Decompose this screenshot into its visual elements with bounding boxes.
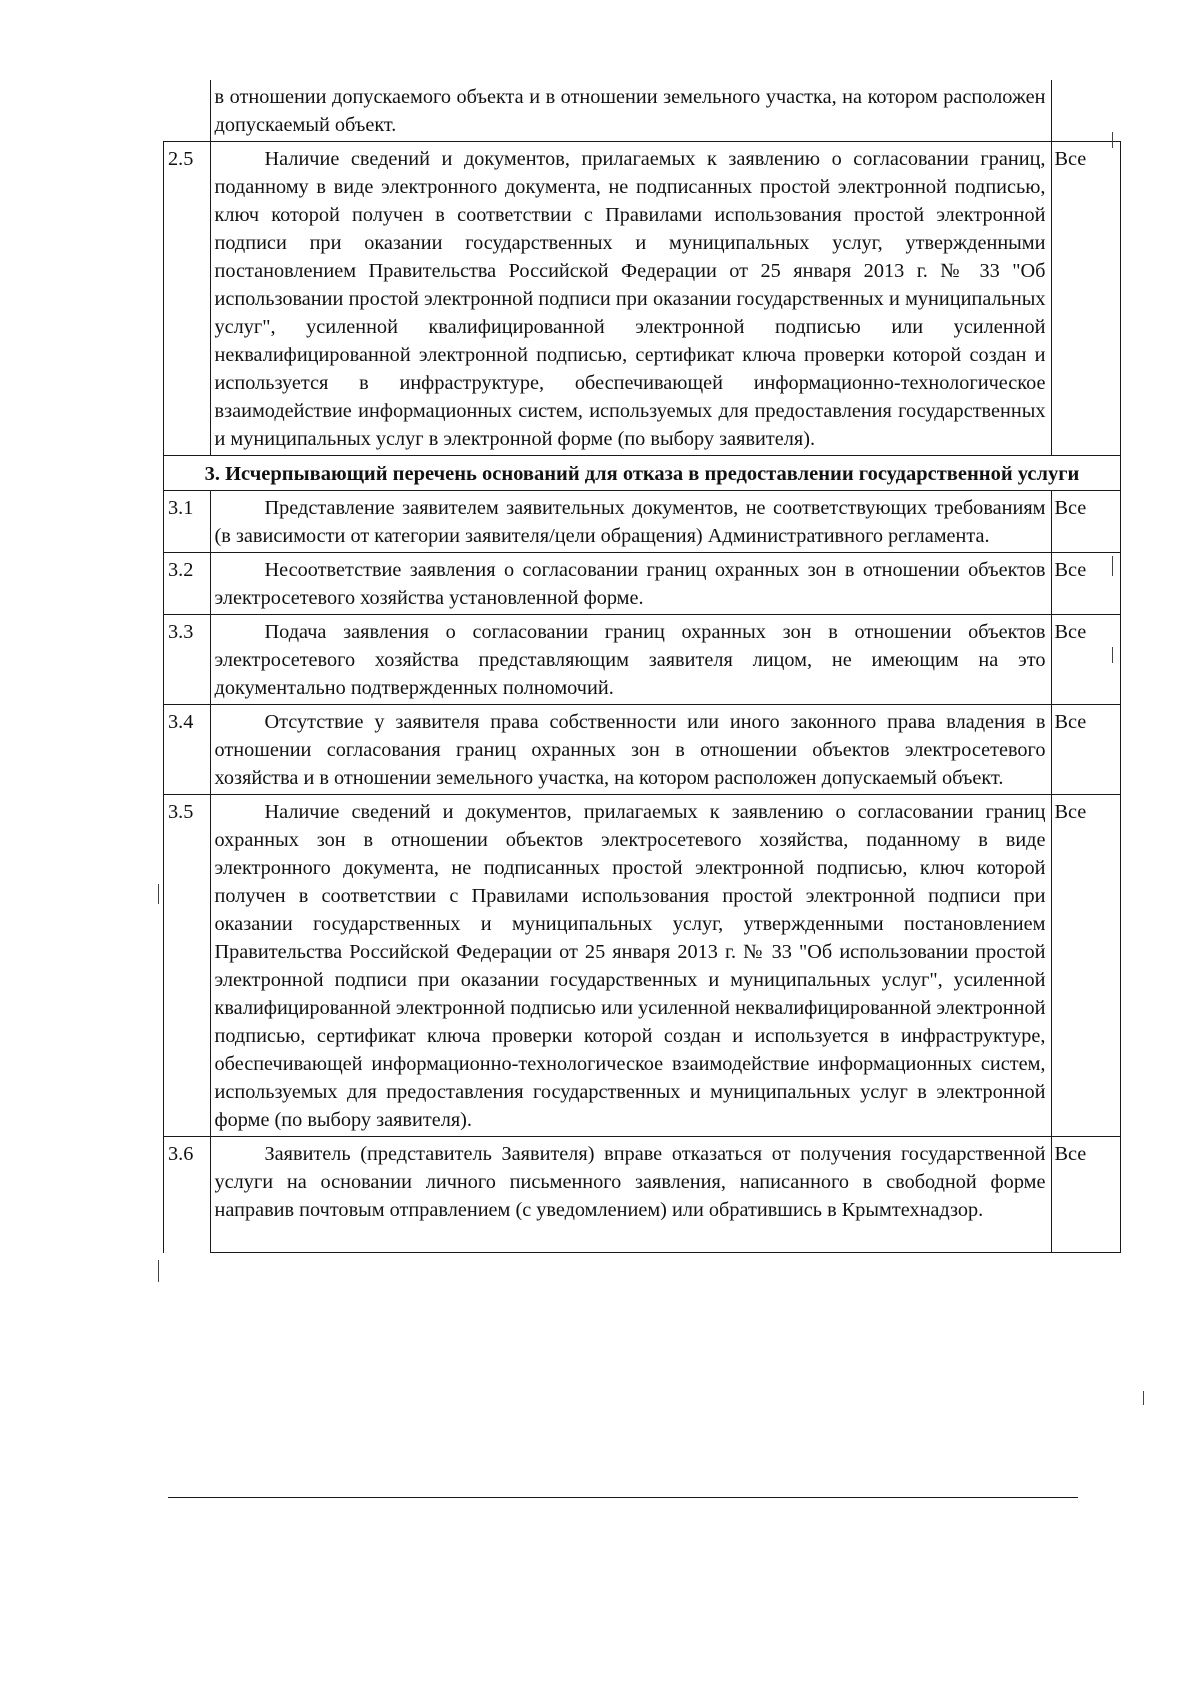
row-applicant-category: Все [1051, 142, 1121, 456]
row-applicant-category: Все [1051, 615, 1121, 705]
scan-artifact [158, 884, 159, 904]
row-text: Заявитель (представитель Заявителя) вправе отказаться от получения государственной услуги на основании личного письменного заявления, написанного в свободной форме направив почтовым отправлением (с уведомлением) или обратившись в Крымтехнадзор. [210, 1137, 1051, 1253]
section-heading: 3. Исчерпывающий перечень оснований для отказа в предоставлении государственной услуги [164, 456, 1121, 491]
table-row [164, 705, 1121, 795]
row-applicant-category: Все [1051, 553, 1121, 615]
scan-artifact [1112, 132, 1113, 148]
section-header-row [164, 456, 1121, 491]
table-row [164, 795, 1121, 1137]
row-number: 3.5 [164, 795, 211, 1137]
table-row [164, 80, 1121, 142]
row-text: Наличие сведений и документов, прилагаемых к заявлению о согласовании границ, поданному в виде электронного документа, не подписанных простой электронной подписью, ключ которой получен в соответствии с Правилами использования простой электронной подписи при оказании государственных и муниципальных услуг, утвержденными постановлением Правительства Российской Федерации от 25 января 2013 г. № 33 "Об использовании простой электронной подписи при оказании государственных и муниципальных услуг", усиленной квалифицированной электронной подписью или усиленной неквалифицированной электронной подписью, сертификат ключа проверки которой создан и используется в инфраструктуре, обеспечивающей информационно-технологическое взаимодействие информационных систем, используемых для предоставления государственных и муниципальных услуг в электронной форме (по выбору заявителя). [210, 142, 1051, 456]
row-applicant-category: Все [1051, 491, 1121, 553]
scan-artifact [1112, 647, 1113, 663]
row-applicant-category: Все [1051, 795, 1121, 1137]
row-applicant-category: Все [1051, 1137, 1121, 1253]
table-row [164, 1137, 1121, 1253]
table-row [164, 615, 1121, 705]
scan-artifact [1143, 1391, 1144, 1405]
row-number: 3.4 [164, 705, 211, 795]
row-number: 3.1 [164, 491, 211, 553]
row-text: Отсутствие у заявителя права собственности или иного законного права владения в отношении согласования границ охранных зон в отношении объектов электросетевого хозяйства и в отношении земельного участка, на котором расположен допускаемый объект. [210, 705, 1051, 795]
row-text: Несоответствие заявления о согласовании границ охранных зон в отношении объектов электросетевого хозяйства установленной форме. [210, 553, 1051, 615]
row-text: Наличие сведений и документов, прилагаемых к заявлению о согласовании границ охранных зон в отношении объектов электросетевого хозяйства, поданному в виде электронного документа, не подписанных простой электронной подписью, ключ которой получен в соответствии с Правилами использования простой электронной подписи при оказании государственных и муниципальных услуг, утвержденными постановлением Правительства Российской Федерации от 25 января 2013 г. № 33 "Об использовании простой электронной подписи при оказании государственных и муниципальных услуг", усиленной квалифицированной электронной подписью или усиленной неквалифицированной электронной подписью, сертификат ключа проверки которой создан и используется в инфраструктуре, обеспечивающей информационно-технологическое взаимодействие информационных систем, используемых для предоставления государственных и муниципальных услуг в электронной форме (по выбору заявителя). [210, 795, 1051, 1137]
row-number: 3.2 [164, 553, 211, 615]
scan-artifact [1112, 556, 1113, 576]
row-text: Представление заявителем заявительных документов, не соответствующих требованиям (в зависимости от категории заявителя/цели обращения) Административного регламента. [210, 491, 1051, 553]
table-row [164, 491, 1121, 553]
row-number: 3.6 [164, 1137, 211, 1253]
grounds-table [163, 80, 1121, 1253]
table-row [164, 553, 1121, 615]
table-bottom-rule [168, 1497, 1078, 1498]
row-number: 2.5 [164, 142, 211, 456]
row-applicant-category [1051, 80, 1121, 142]
row-number [164, 80, 211, 142]
scan-artifact [158, 1260, 159, 1282]
row-text: в отношении допускаемого объекта и в отношении земельного участка, на котором расположен допускаемый объект. [210, 80, 1051, 142]
row-number: 3.3 [164, 615, 211, 705]
row-text: Подача заявления о согласовании границ охранных зон в отношении объектов электросетевого хозяйства представляющим заявителя лицом, не имеющим на это документально подтвержденных полномочий. [210, 615, 1051, 705]
row-applicant-category: Все [1051, 705, 1121, 795]
table-row [164, 142, 1121, 456]
